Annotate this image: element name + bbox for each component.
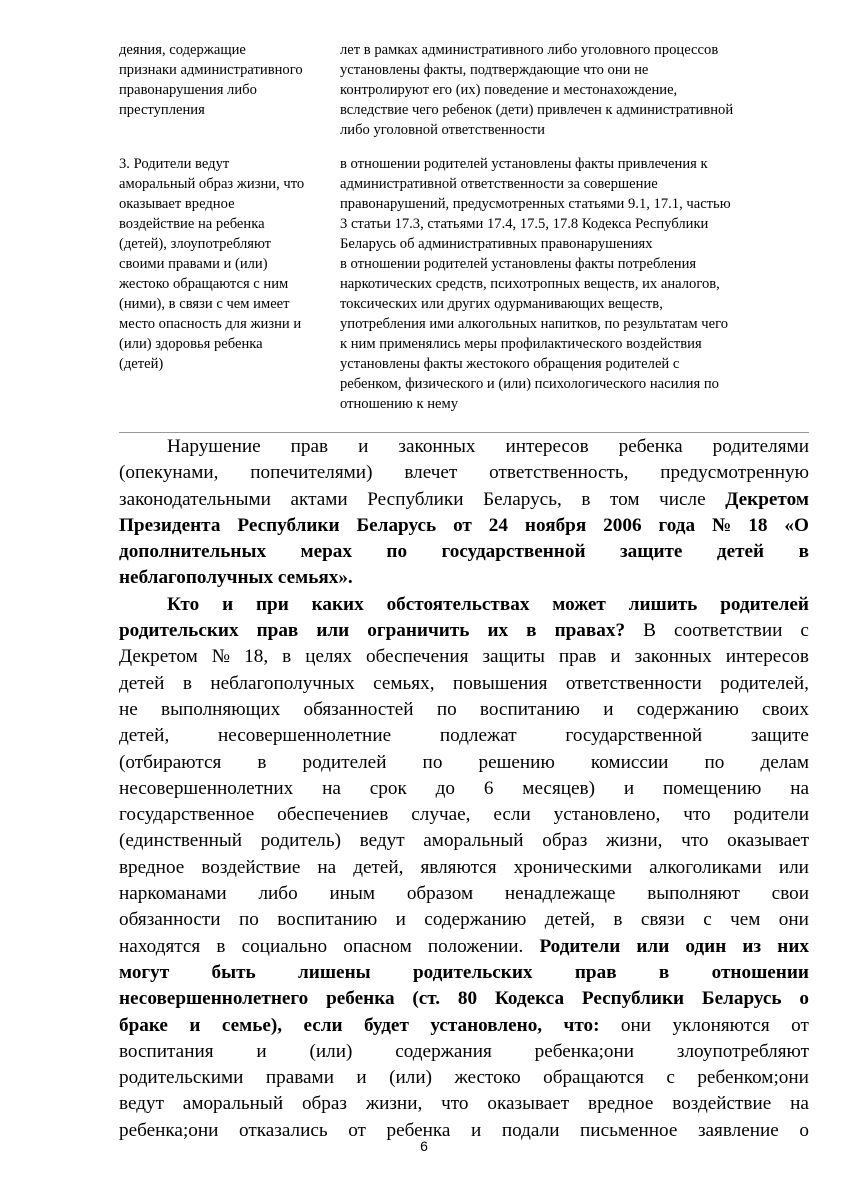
section-divider [119,432,809,433]
table-cell-criteria: в отношении родителей установлены факты привлечения к административной ответственности за совершение правонарушений, предусмотренных статьями 9.1, 17.1, частью 3 статьи 17.3, статьями 17.4, 17.5, 17.8 Кодекса Республики Беларусь об административных правонарушениях в отношении родителей установлены факты потребления наркотических средств, психотропных веществ, их аналогов, токсических или других одурманивающих веществ, употребления ими алкогольных напитков, по результатам чего к ним применялись меры профилактического воздействия установлены факты жестокого обращения родителей с ребенком, физического и (или) психологического насилия по отношению к нему [340,156,731,412]
text-line: (единственный родитель) ведут аморальный образ жизни, что оказывает [119,830,809,852]
text-line: законодательными актами Республики Беларусь, в том числе Декретом [119,488,809,510]
text-line: дополнительных мерах по государственной защите детей в [119,541,809,563]
table-row [119,40,809,140]
text-line: детей, несовершеннолетние подлежат государственной защите [119,725,809,747]
table-row [119,154,809,414]
text-line: Президента Республики Беларусь от 24 ноября 2006 года № 18 «О [119,514,809,536]
text-line: обязанности по воспитанию и содержанию детей, в связи с чем они [119,909,809,931]
text-line: (отбираются в родителей по решению комиссии по делам [119,751,809,773]
text-line: родительских прав или ограничить их в правах? В соответствии с [119,620,809,642]
text-line: находятся в социально опасном положении. Родители или один из них [119,935,809,957]
text-line: браке и семье), если будет установлено, что: они уклоняются от [119,1014,809,1036]
text-line: (опекунами, попечителями) влечет ответственность, предусмотренную [119,462,809,484]
text-line: воспитания и (или) содержания ребенка;они злоупотребляют [119,1040,809,1062]
text-line: могут быть лишены родительских прав в отношении [119,961,809,983]
table-cell-condition: деяния, содержащие признаки административного правонарушения либо преступления [119,42,303,118]
text-line: детей в неблагополучных семьях, повышения ответственности родителей, [119,672,809,694]
text-line: не выполняющих обязанностей по воспитанию и содержанию своих [119,698,809,720]
text-line: Нарушение прав и законных интересов ребенка родителями [167,436,809,457]
text-line: государственное обеспечениев случае, если установлено, что родители [119,804,809,826]
table-cell-criteria: лет в рамках административного либо уголовного процессов установлены факты, подтверждающие что они не контролируют его (их) поведение и местонахождение, вследствие чего ребенок (дети) привлечен к административной либо уголовной ответственности [340,42,734,138]
criteria-table [119,40,809,414]
text-line: родительскими правами и (или) жестоко обращаются с ребенком;они [119,1067,809,1089]
text-line: вредное воздействие на детей, являются хроническими алкоголиками или [119,856,809,878]
page-number: 6 [420,1138,428,1154]
table-cell-condition: 3. Родители ведут аморальный образ жизни, что оказывает вредное воздействие на ребенка (детей), злоупотребляют своими правами и (или) жестоко обращаются с ним (ними), в связи с чем имеет место опасность для жизни и (или) здоровья ребенка (детей) [119,156,305,372]
text-line: несовершеннолетних на срок до 6 месяцев) и помещению на [119,777,809,799]
text-line: Кто и при каких обстоятельствах может лишить родителей [167,593,809,615]
text-line: ведут аморальный образ жизни, что оказывает вредное воздействие на [119,1093,809,1115]
text-line: ребенка;они отказались от ребенка и подали письменное заявление о [119,1119,809,1141]
text-line: Декретом № 18, в целях обеспечения защиты прав и законных интересов [119,646,809,668]
text-line: наркоманами либо иным образом ненадлежаще выполняют свои [119,883,809,905]
text-line: несовершеннолетнего ребенка (ст. 80 Кодекса Республики Беларусь о [119,988,809,1010]
text-line: неблагополучных семьях». [119,567,353,589]
body-text [119,434,809,1144]
